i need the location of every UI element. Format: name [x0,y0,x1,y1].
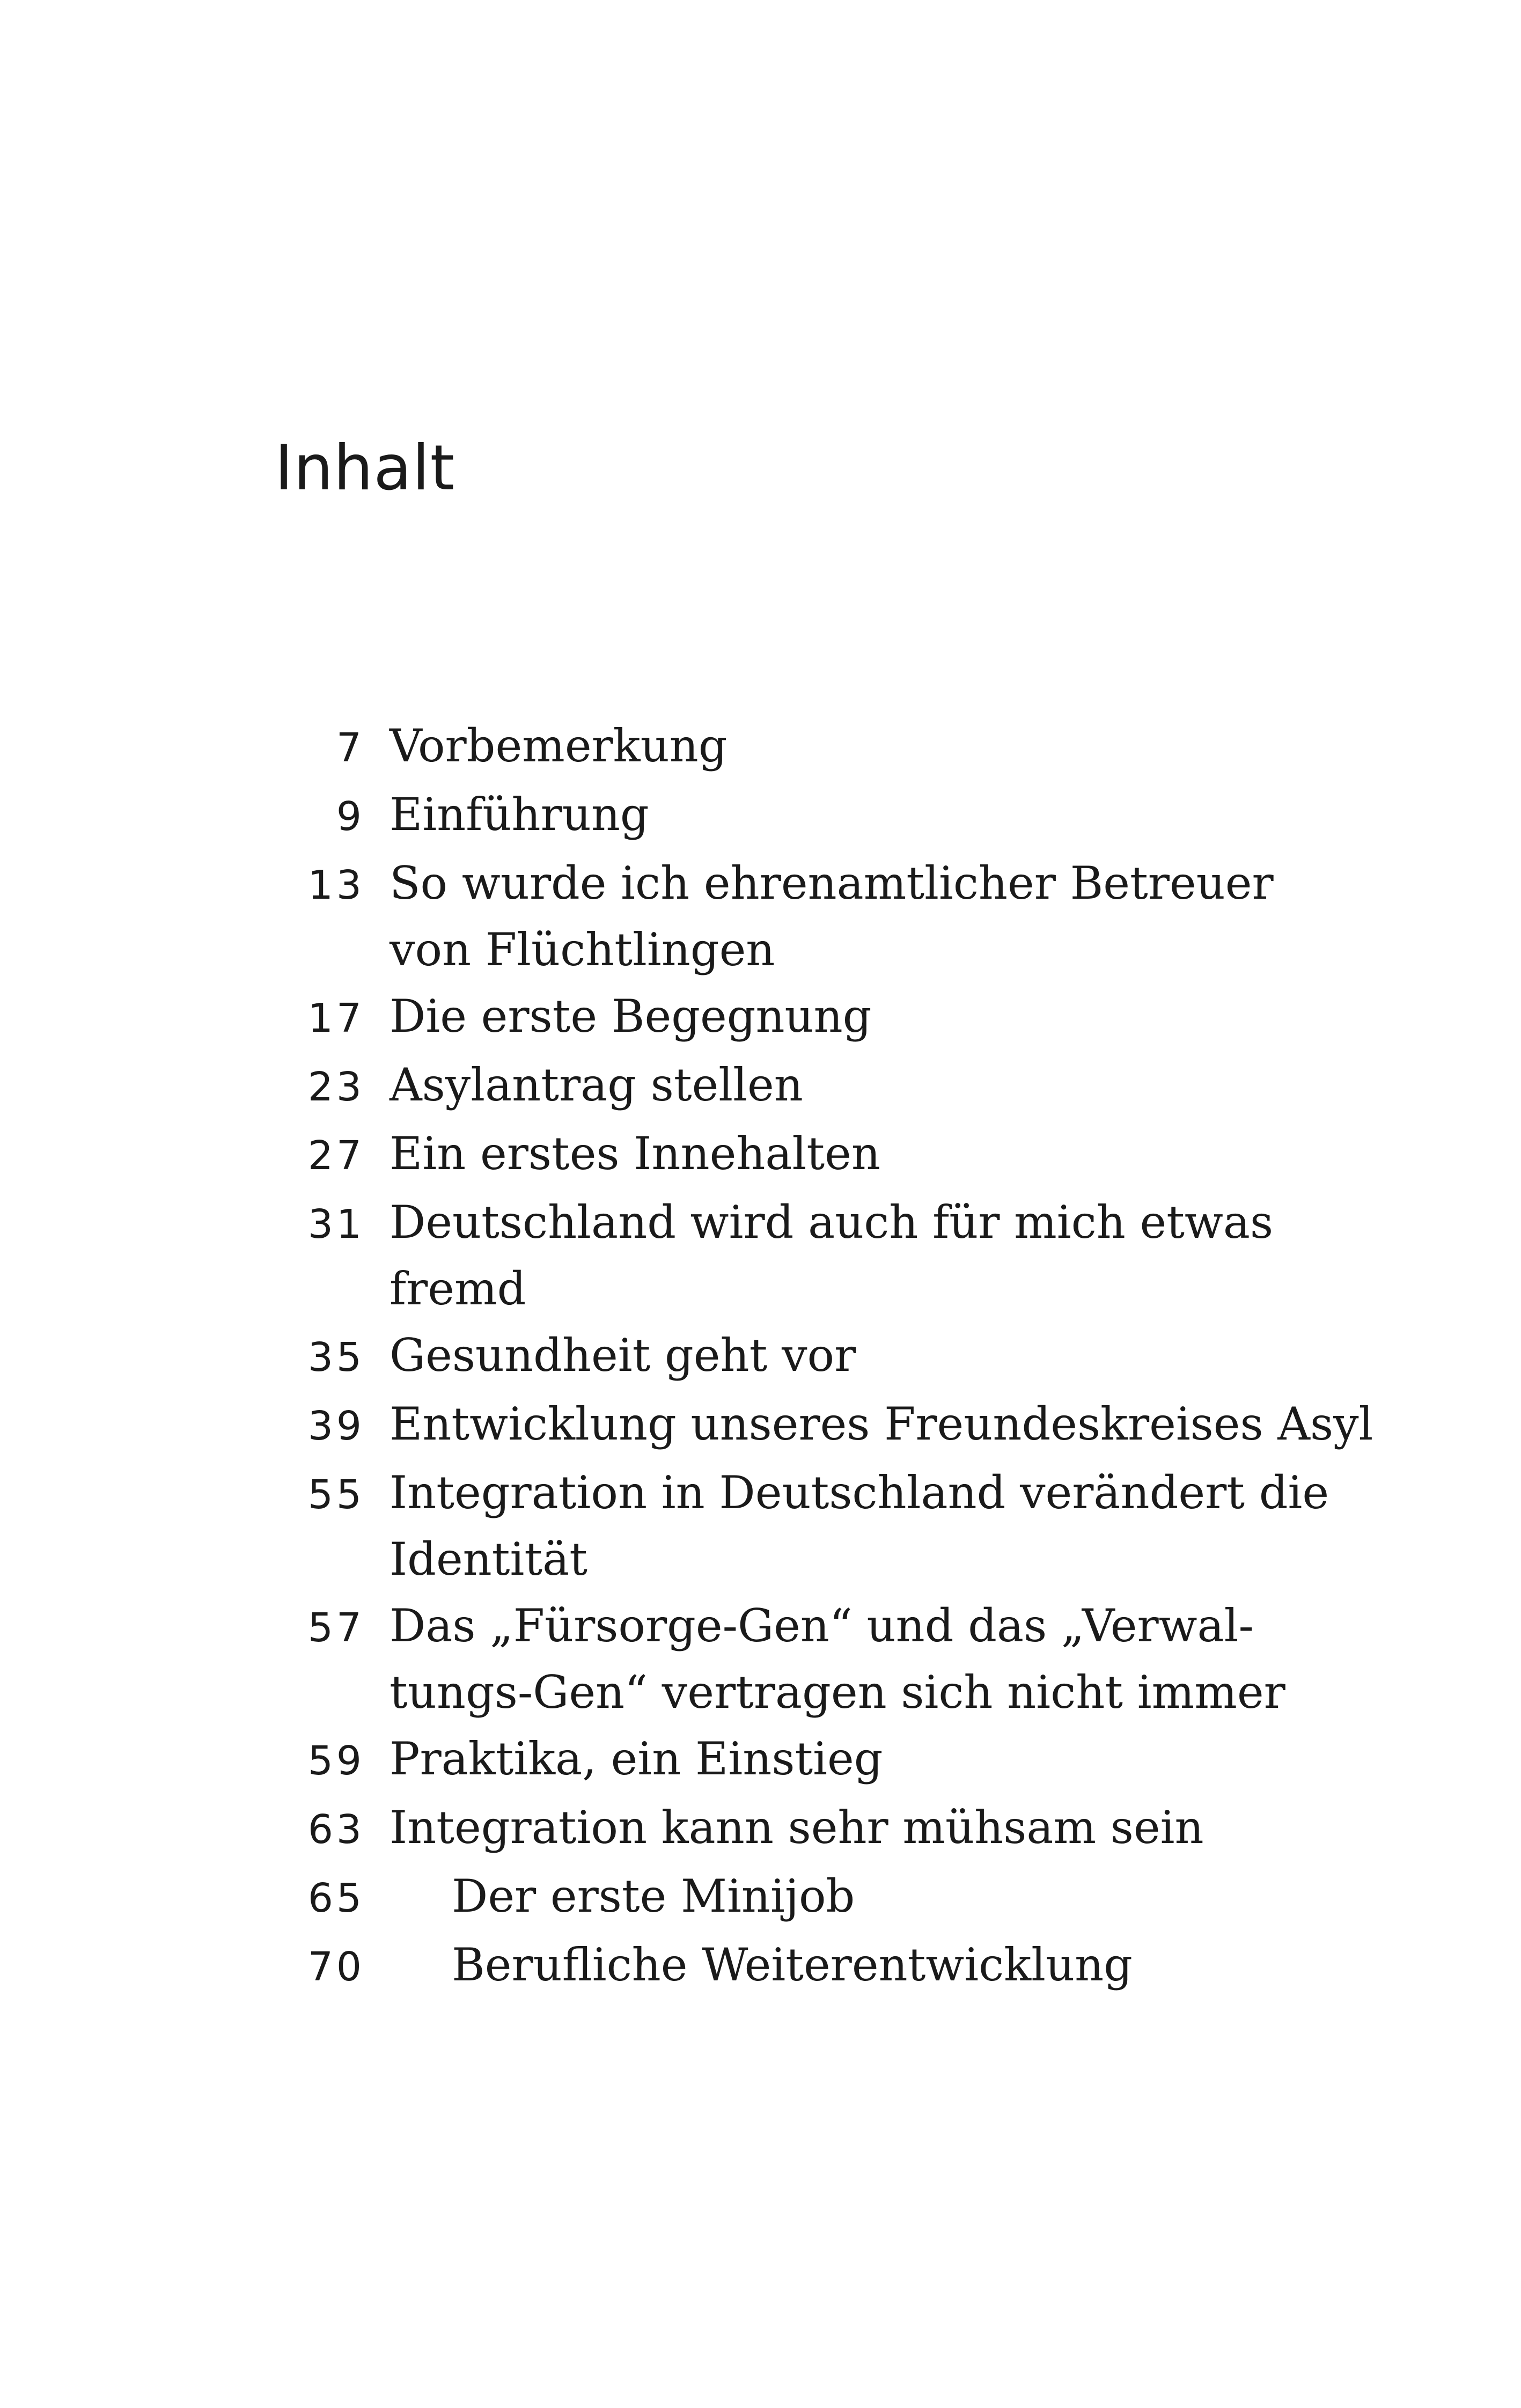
table-of-contents [290,713,1470,2000]
toc-page-number: 35 [307,1334,365,1381]
toc-entry-title [390,1592,1285,1726]
toc-page-number: 57 [307,1605,365,1651]
toc-entry-line: Praktika, ein Einstieg [390,1732,883,1785]
toc-subentry [290,1932,1470,2000]
toc-entry-line: Einführung [390,788,649,841]
toc-page-number: 63 [307,1807,365,1853]
toc-entry [290,1726,1470,1794]
toc-entry [290,1189,1470,1322]
toc-entry-line: Asylantrag stellen [390,1059,803,1111]
toc-page-number: 7 [336,725,365,771]
toc-entry-title [390,713,728,779]
toc-entry-title [390,850,1274,983]
toc-page-number: 13 [307,862,365,908]
toc-page-number: 27 [307,1133,365,1179]
toc-entry-title [390,1794,1204,1861]
toc-page-number: 31 [307,1201,365,1247]
toc-entry-line: Der erste Minijob [452,1870,855,1922]
toc-entry [290,713,1470,781]
toc-entry-title [452,1863,855,1929]
toc-page-number: 9 [336,794,365,840]
toc-entry [290,1052,1470,1120]
page-title: Inhalt [275,432,455,504]
toc-page-number: 17 [307,995,365,1041]
toc-entry-title [390,1052,803,1118]
toc-entry-line: von Flüchtlingen [390,923,775,976]
toc-entry-line: fremd [390,1262,526,1315]
toc-page-number: 55 [307,1472,365,1518]
toc-entry-line: So wurde ich ehrenamtlicher Betreuer [390,857,1274,909]
toc-entry-title [390,1322,856,1389]
toc-entry-line: Deutschland wird auch für mich etwas [390,1196,1274,1249]
toc-entry [290,983,1470,1052]
toc-entry [290,1391,1470,1459]
toc-entry [290,1322,1470,1391]
toc-entry-line: Identität [390,1533,587,1585]
toc-page-number: 23 [307,1064,365,1110]
toc-entry-line: tungs-Gen“ vertragen sich nicht immer [390,1666,1285,1719]
toc-entry [290,1794,1470,1863]
toc-entry [290,850,1470,983]
toc-page-number: 65 [307,1875,365,1921]
toc-entry-line: Entwicklung unseres Freundeskreises Asyl [390,1398,1373,1450]
toc-subentry [290,1863,1470,1932]
toc-entry-title [390,1459,1329,1592]
toc-entry-line: Vorbemerkung [390,720,728,772]
toc-entry-line: Berufliche Weiterentwicklung [452,1939,1133,1991]
toc-entry-line: Das „Fürsorge-Gen“ und das „Verwal- [390,1599,1254,1652]
toc-entry-title [390,1391,1373,1457]
toc-entry-line: Gesundheit geht vor [390,1329,856,1382]
toc-entry-title [452,1932,1133,1998]
toc-entry-title [390,983,872,1049]
toc-entry-title [390,1726,883,1792]
toc-entry-line: Ein erstes Innehalten [390,1127,880,1180]
toc-entry [290,781,1470,850]
toc-entry-title [390,1189,1273,1322]
toc-page-number: 39 [307,1403,365,1449]
toc-entry-title [390,781,649,848]
toc-entry-line: Die erste Begegnung [390,990,872,1043]
toc-page-number: 59 [307,1738,365,1784]
toc-entry [290,1592,1470,1726]
toc-entry [290,1459,1470,1592]
toc-page-number: 70 [307,1944,365,1990]
toc-entry-line: Integration kann sehr mühsam sein [390,1801,1204,1854]
toc-entry [290,1120,1470,1189]
toc-entry-line: Integration in Deutschland verändert die [390,1466,1329,1519]
toc-entry-title [390,1120,880,1187]
